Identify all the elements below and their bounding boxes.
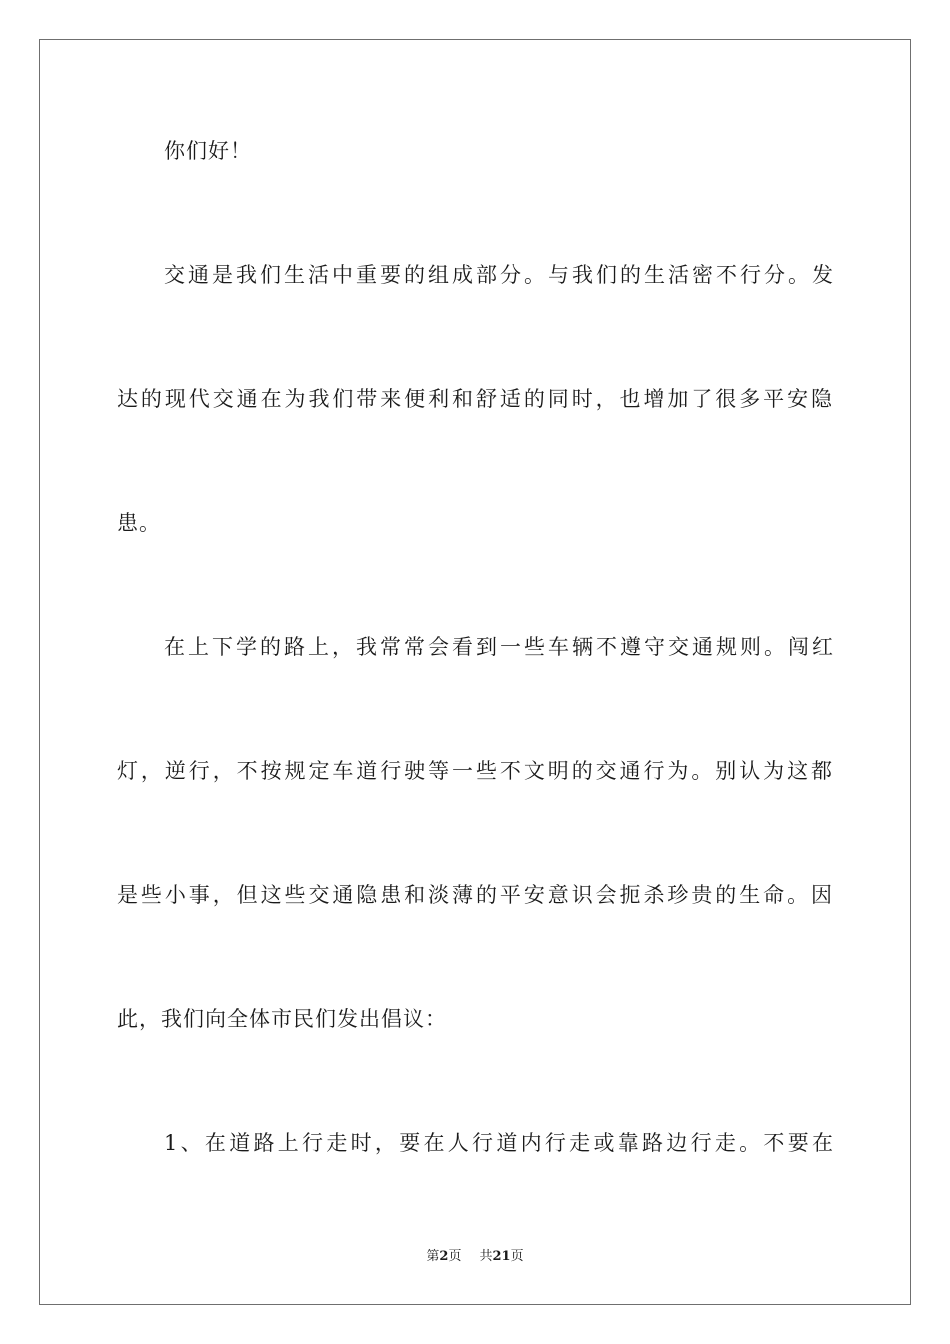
paragraph-1-line-1: 交通是我们生活中重要的组成部分。与我们的生活密不行分。发 <box>164 263 834 287</box>
paragraph-2-line-3: 是些小事，但这些交通隐患和淡薄的平安意识会扼杀珍贵的生命。因 <box>117 883 833 907</box>
footer-total-prefix: 共 <box>479 1249 493 1264</box>
paragraph-2-line-4: 此，我们向全体市民们发出倡议： <box>117 1007 447 1031</box>
paragraph-1-line-2: 达的现代交通在为我们带来便利和舒适的同时，也增加了很多平安隐 <box>117 387 833 411</box>
footer-page-prefix: 第 <box>426 1249 440 1264</box>
greeting-line: 你们好！ <box>164 139 252 163</box>
page-footer <box>0 1248 950 1266</box>
footer-total-suffix: 页 <box>510 1249 524 1264</box>
paragraph-1-line-3: 患。 <box>117 511 161 535</box>
footer-total-pages: 21 <box>492 1249 511 1264</box>
footer-page-number: 2 <box>439 1249 449 1264</box>
paragraph-3-line-1: 1、在道路上行走时，要在人行道内行走或靠路边行走。不要在 <box>164 1131 834 1155</box>
paragraph-2-line-2: 灯，逆行，不按规定车道行驶等一些不文明的交通行为。别认为这都 <box>117 759 833 783</box>
paragraph-2-line-1: 在上下学的路上，我常常会看到一些车辆不遵守交通规则。闯红 <box>164 635 834 659</box>
footer-page-suffix: 页 <box>448 1249 462 1264</box>
page-border <box>39 39 911 1305</box>
